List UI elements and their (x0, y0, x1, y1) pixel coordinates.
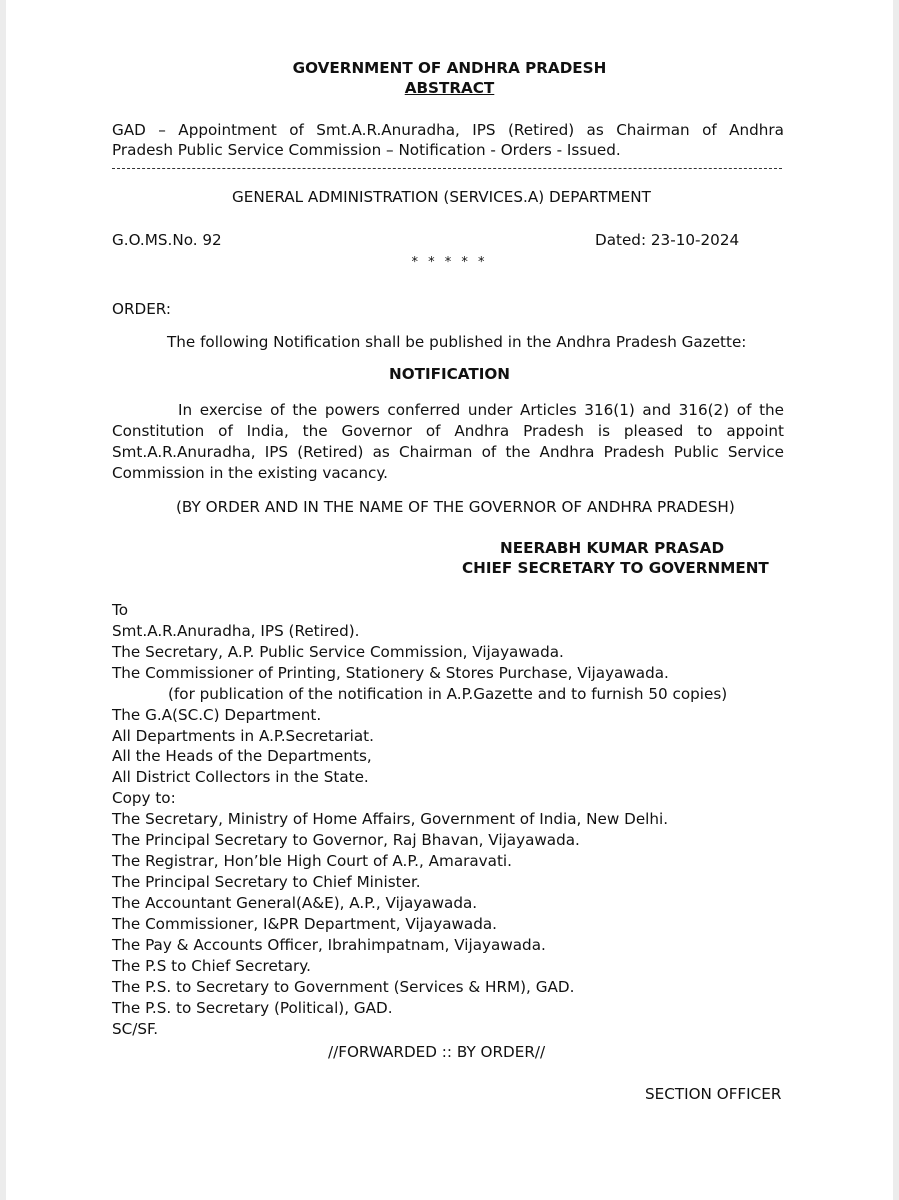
copy-item: The Pay & Accounts Officer, Ibrahimpatnam, Vijayawada. (112, 936, 546, 954)
notification-line-1: In exercise of the powers conferred under Articles 316(1) and 316(2) of the (178, 401, 784, 419)
notification-line-4: Commission in the existing vacancy. (112, 464, 388, 482)
recipient-note: (for publication of the notification in A.P.Gazette and to furnish 50 copies) (168, 685, 728, 703)
copy-item: The P.S to Chief Secretary. (112, 957, 311, 975)
to-label: To (112, 601, 128, 619)
abstract-heading: ABSTRACT (404, 79, 495, 97)
section-officer: SECTION OFFICER (645, 1085, 782, 1103)
recipient-item: All District Collectors in the State. (112, 768, 369, 786)
copy-label: Copy to: (112, 789, 176, 807)
copy-item: The Principal Secretary to Chief Minister. (112, 873, 421, 891)
order-label: ORDER: (112, 300, 171, 318)
dated: Dated: 23-10-2024 (595, 231, 740, 249)
copy-item: The Principal Secretary to Governor, Raj Bhavan, Vijayawada. (112, 831, 580, 849)
go-number: G.O.MS.No. 92 (112, 231, 222, 249)
copy-item: The Accountant General(A&E), A.P., Vijayawada. (112, 894, 478, 912)
subject-line-2: Pradesh Public Service Commission – Notification - Orders - Issued. (112, 141, 621, 159)
forwarded-line: //FORWARDED :: BY ORDER// (328, 1043, 546, 1061)
copy-item: The P.S. to Secretary to Government (Services & HRM), GAD. (112, 978, 575, 996)
government-heading: GOVERNMENT OF ANDHRA PRADESH (292, 59, 607, 77)
dashed-separator (112, 168, 782, 169)
recipient-item: The Commissioner of Printing, Stationery & Stores Purchase, Vijayawada. (112, 664, 669, 682)
notification-line-3: Smt.A.R.Anuradha, IPS (Retired) as Chairman of the Andhra Pradesh Public Service (112, 443, 784, 461)
copy-item: The P.S. to Secretary (Political), GAD. (112, 999, 393, 1017)
notification-line-2: Constitution of India, the Governor of Andhra Pradesh is pleased to appoint (112, 422, 784, 440)
copy-item: The Secretary, Ministry of Home Affairs, Government of India, New Delhi. (112, 810, 669, 828)
signatory-name: NEERABH KUMAR PRASAD (500, 539, 725, 557)
separator-stars: * * * * * (411, 255, 488, 270)
signatory-designation: CHIEF SECRETARY TO GOVERNMENT (462, 559, 769, 577)
department-heading: GENERAL ADMINISTRATION (SERVICES.A) DEPARTMENT (232, 188, 651, 206)
notification-heading: NOTIFICATION (388, 365, 510, 383)
recipient-item: All Departments in A.P.Secretariat. (112, 727, 374, 745)
recipient-item: The Secretary, A.P. Public Service Commission, Vijayawada. (112, 643, 564, 661)
copy-item: The Registrar, Hon’ble High Court of A.P., Amaravati. (112, 852, 512, 870)
recipient-item: Smt.A.R.Anuradha, IPS (Retired). (112, 622, 360, 640)
by-order-line: (BY ORDER AND IN THE NAME OF THE GOVERNOR OF ANDHRA PRADESH) (176, 498, 735, 516)
recipient-item: All the Heads of the Departments, (112, 747, 372, 765)
recipient-item: The G.A(SC.C) Department. (112, 706, 322, 724)
copy-item: The Commissioner, I&PR Department, Vijayawada. (112, 915, 498, 933)
copy-item: SC/SF. (112, 1020, 159, 1038)
order-intro: The following Notification shall be published in the Andhra Pradesh Gazette: (167, 333, 747, 351)
subject-line-1: GAD – Appointment of Smt.A.R.Anuradha, IPS (Retired) as Chairman of Andhra (112, 121, 784, 139)
